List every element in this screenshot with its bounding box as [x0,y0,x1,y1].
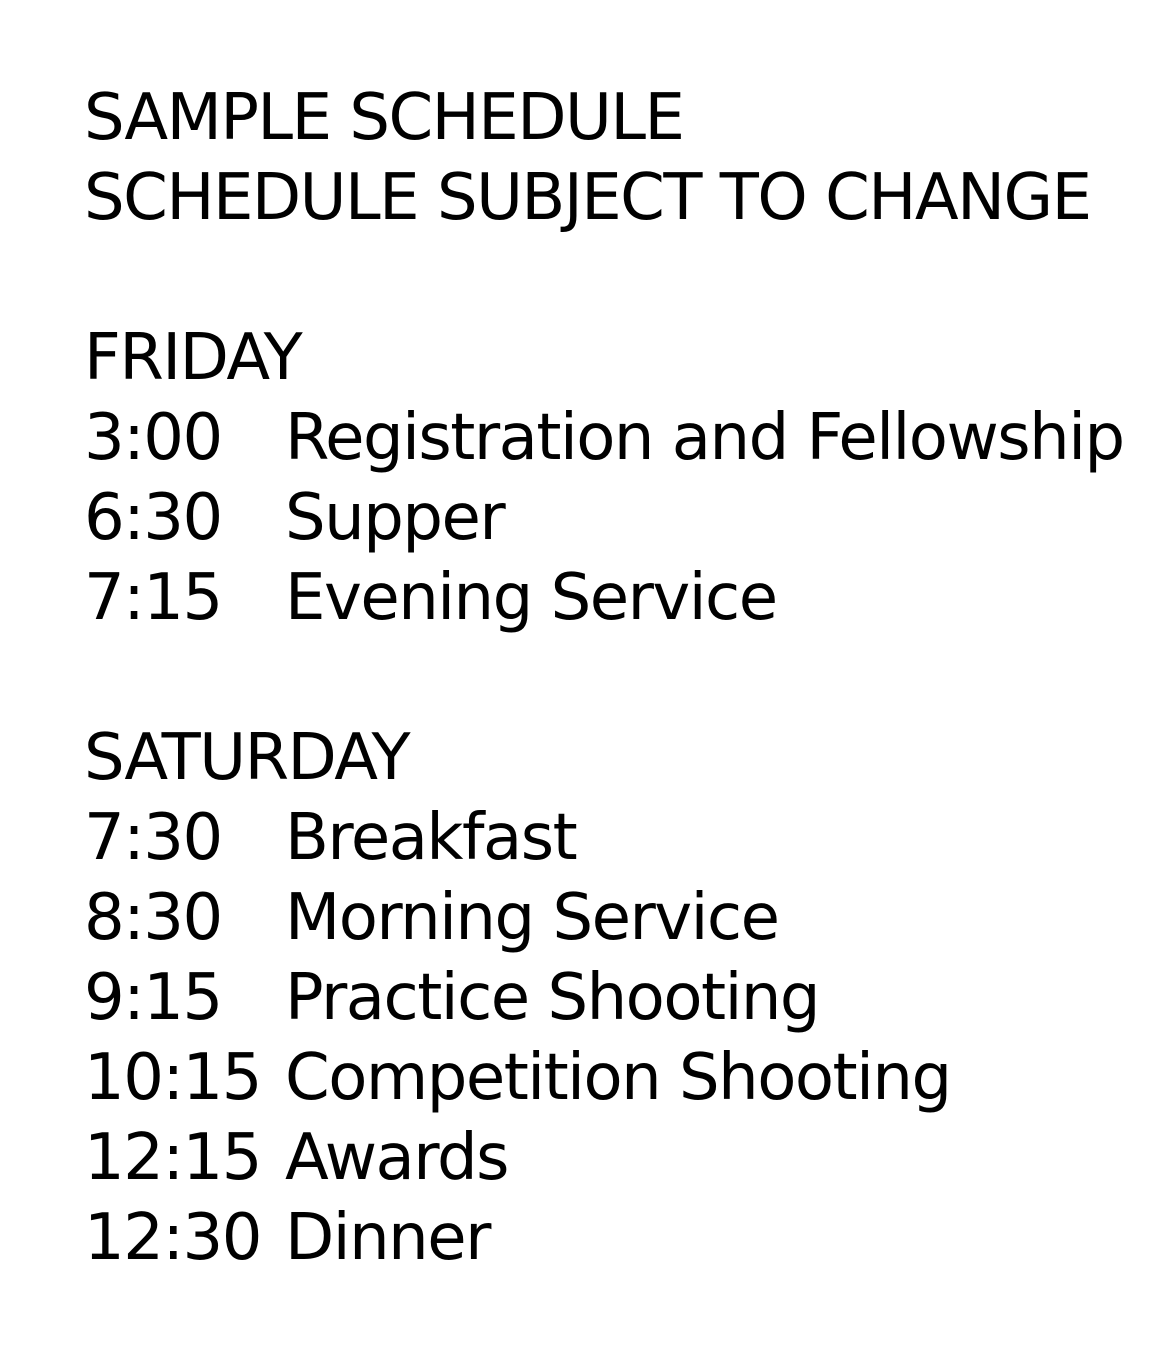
schedule-document [84,78,1144,1278]
schedule-time: 6:30 [84,481,222,555]
day-section-friday [84,318,1144,638]
schedule-event: Registration and Fellowship [285,401,1124,475]
schedule-title: SAMPLE SCHEDULE [84,81,684,155]
schedule-event: Practice Shooting [285,961,820,1035]
schedule-time: 12:30 [84,1201,261,1275]
day-section-saturday [84,718,1144,1278]
schedule-row [84,1038,1144,1118]
schedule-row [84,1198,1144,1278]
schedule-time: 8:30 [84,881,222,955]
schedule-row [84,1118,1144,1198]
schedule-time: 7:15 [84,561,222,635]
schedule-event: Dinner [285,1201,490,1275]
schedule-time: 9:15 [84,961,222,1035]
schedule-event: Morning Service [285,881,779,955]
schedule-row [84,558,1144,638]
schedule-row [84,478,1144,558]
schedule-time: 3:00 [84,401,222,475]
schedule-time: 7:30 [84,801,222,875]
schedule-event: Competition Shooting [285,1041,951,1115]
schedule-event: Supper [285,481,505,555]
schedule-event: Awards [285,1121,508,1195]
schedule-time: 12:15 [84,1121,261,1195]
schedule-time: 10:15 [84,1041,261,1115]
schedule-row [84,878,1144,958]
schedule-row [84,798,1144,878]
schedule-subtitle: SCHEDULE SUBJECT TO CHANGE [84,161,1091,235]
schedule-event: Evening Service [285,561,777,635]
spacer [84,238,1144,318]
schedule-row [84,958,1144,1038]
day-heading: FRIDAY [84,321,302,395]
schedule-row [84,398,1144,478]
day-heading: SATURDAY [84,721,410,795]
spacer [84,638,1144,718]
schedule-event: Breakfast [285,801,577,875]
